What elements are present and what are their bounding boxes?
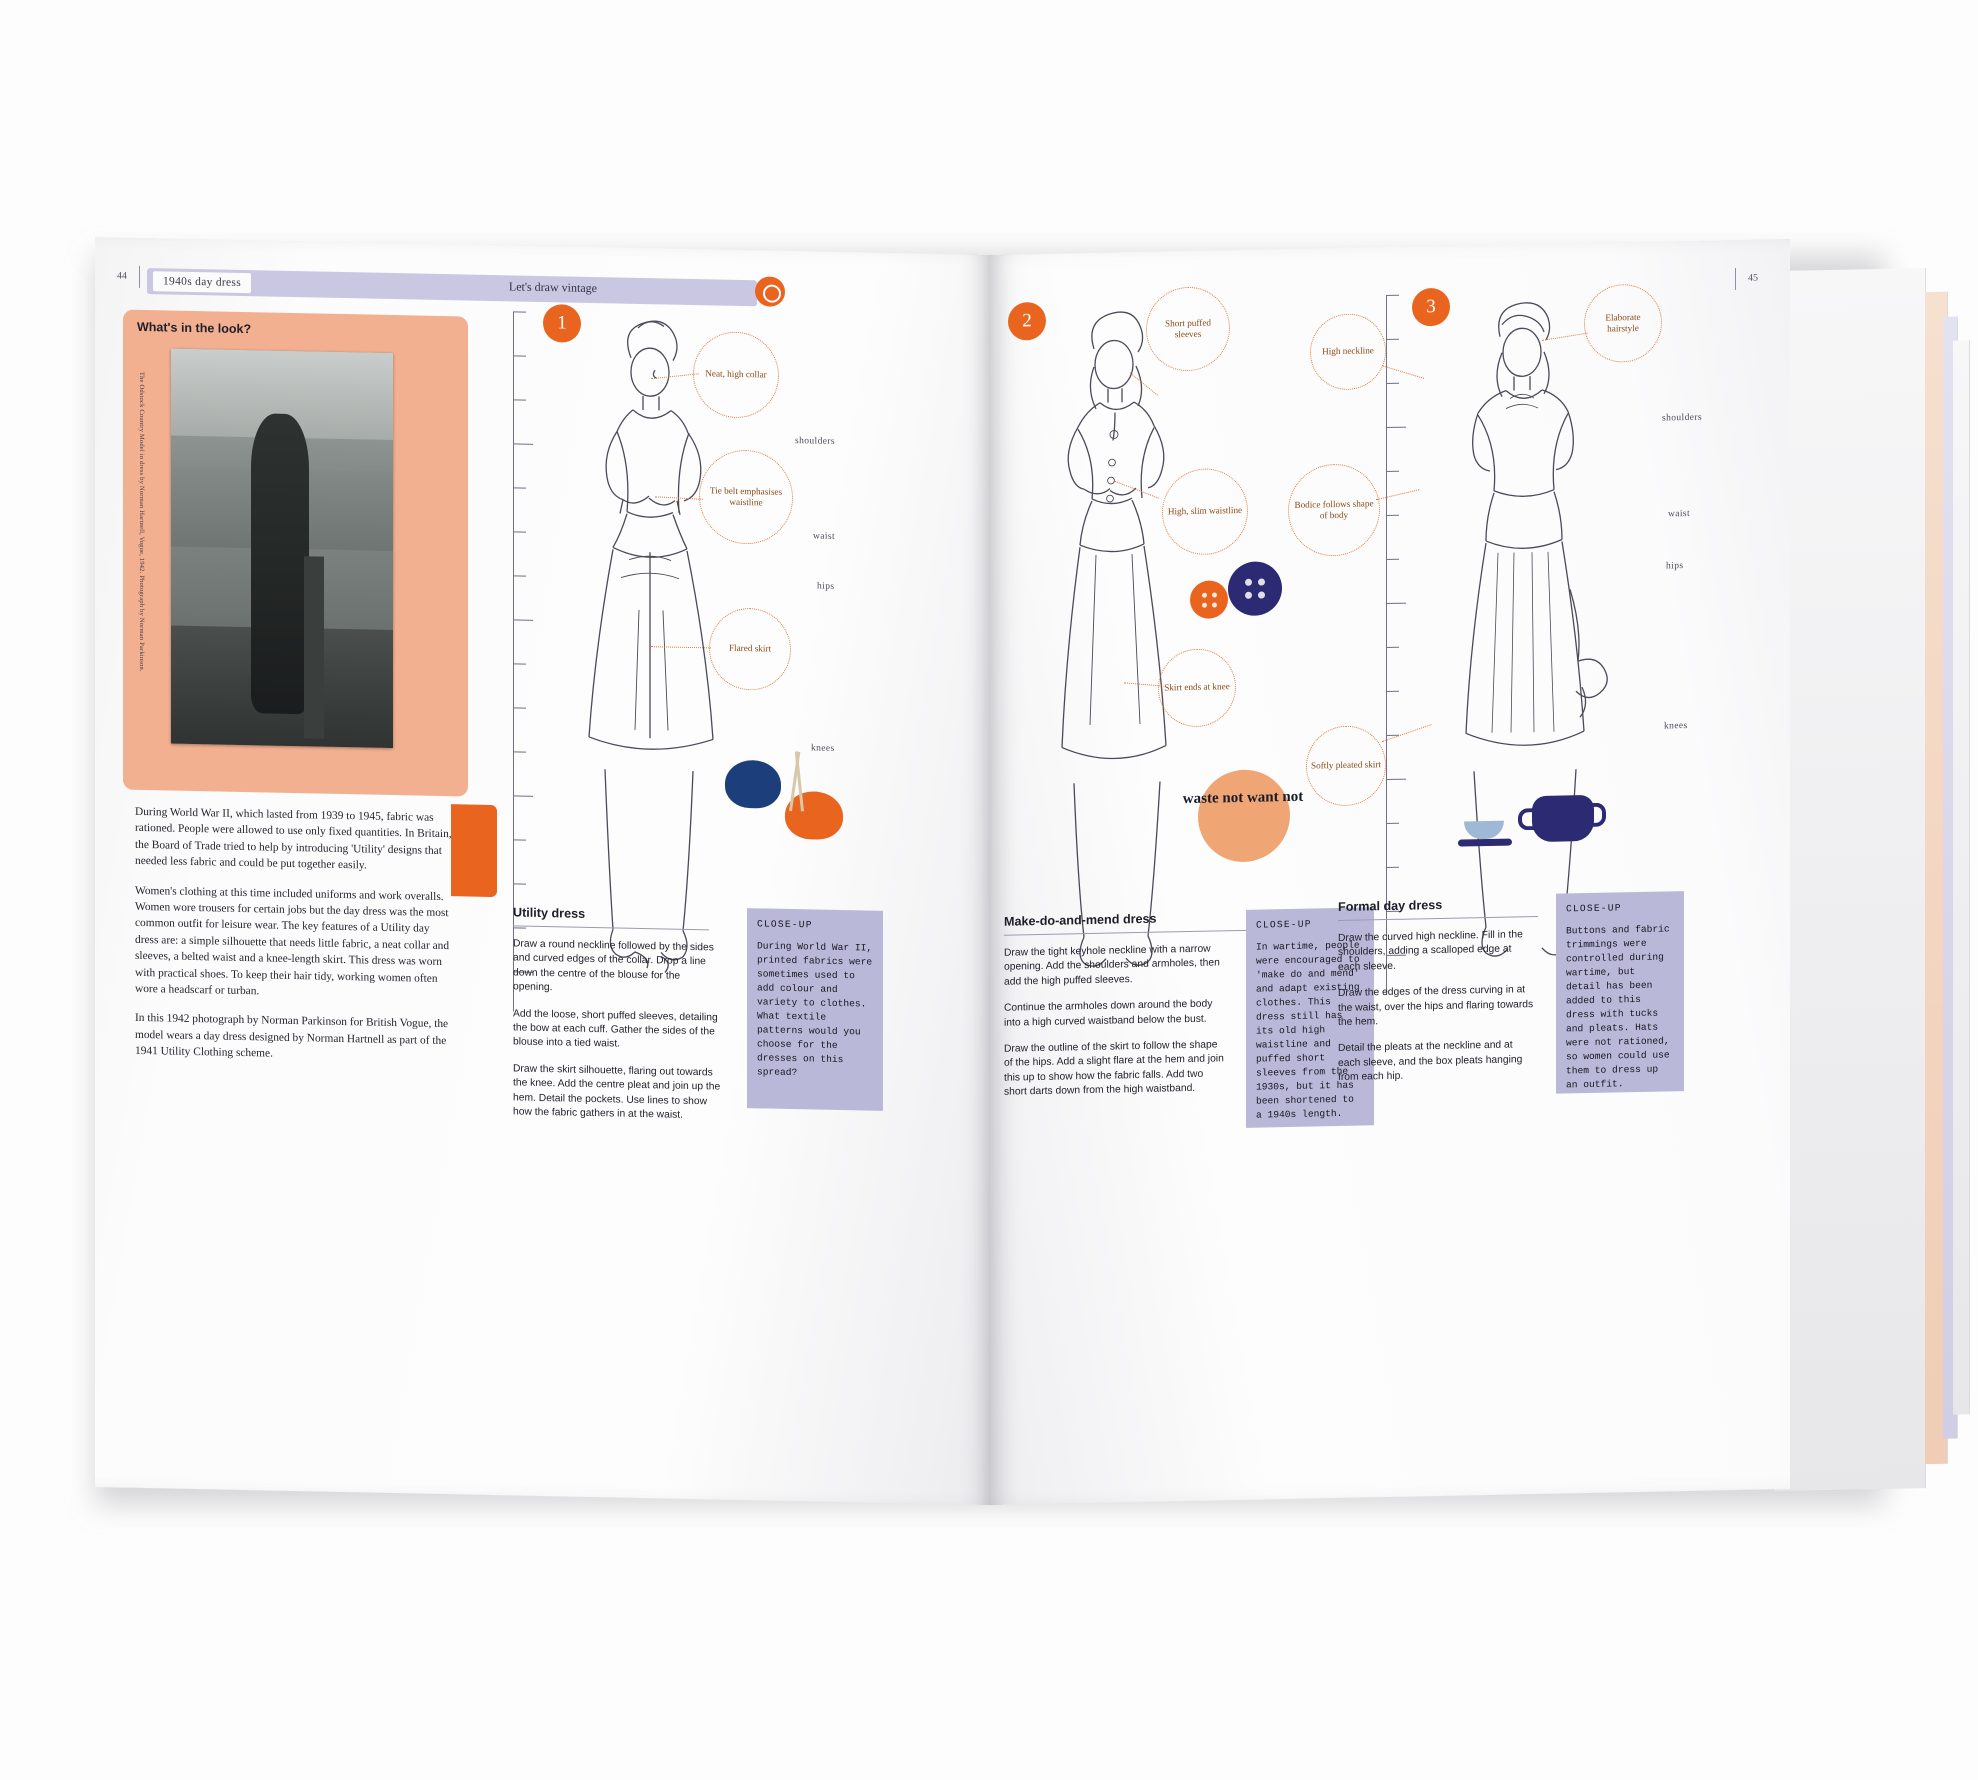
callout-high-neckline: High neckline	[1310, 313, 1386, 391]
intro-paragraph-2: Women's clothing at this time included uniforms and work overalls. Women wore trousers for certain jobs but the day dress was the most common outfit for leisure wear. The key features of a Utility day dress are: a simple silhouette that needs little fabric, a neat collar and sleeves, a belted waist and a knee-length skirt. This dress was worn with practical shoes. To keep their hair tidy, working women often wore a headscarf or turban.	[135, 884, 450, 998]
left-page-header-band	[147, 268, 757, 306]
folio-rule-left	[139, 266, 140, 288]
step-number-2: 2	[1008, 302, 1046, 341]
folio-left: 44	[117, 270, 127, 282]
callout-bodice: Bodice follows shape of body	[1288, 463, 1380, 557]
callout-collar: Neat, high collar	[693, 331, 779, 419]
step-text: Draw the curved high neckline. Fill in the shoulders, adding a scalloped edge at each sleeve.	[1338, 929, 1523, 973]
formal-day-dress-steps	[1338, 928, 1534, 1098]
ruler-label-shoulders-left: shoulders	[795, 436, 836, 447]
book-running-title: Let's draw vintage	[508, 279, 597, 296]
utility-dress-steps	[513, 937, 721, 1136]
intro-paragraph-1: During World War II, which lasted from 1939 to 1945, fabric was rationed. People were allowed to use only fixed quantities. In Britain, the Board of Trade tried to help by introducing 'Utility' designs that needed less fabric and could be put together easily.	[135, 805, 452, 872]
callout-tie-belt: Tie belt emphasises waistline	[699, 449, 793, 545]
make-do-mend-heading: Make-do-and-mend dress	[1004, 911, 1157, 929]
page-stack	[1775, 267, 1975, 1491]
whats-in-the-look-panel	[123, 310, 468, 797]
step-text: Draw the outline of the skirt to follow the shape of the hips. Add a slight flare at the hem and join this up to show how the fabric falls. Add two short darts down from the high waistband.	[1004, 1039, 1224, 1098]
step-text: Draw the skirt silhouette, flaring out towards the knee. Add the centre pleat and join up the hem. Detail the pockets. Use lines to show how the fabric gathers in at the waist.	[513, 1063, 721, 1121]
waste-not-slogan: waste not want not	[1182, 788, 1304, 808]
yarn-ball-navy	[725, 760, 781, 809]
photo-credit: The Odstock Country Model in dress by Norman Hartnell, Vogue, 1942. Photograph by Norman Parkinson.	[138, 371, 145, 672]
formal-day-dress-heading: Formal day dress	[1338, 897, 1443, 915]
step-text: Continue the armholes down around the body into a high curved waistband below the bust.	[1004, 998, 1213, 1029]
callout-flared-skirt: Flared skirt	[709, 607, 791, 691]
orange-page-tab	[451, 804, 497, 897]
ruler-label-waist-right: waist	[1668, 508, 1691, 520]
badge-icon	[755, 276, 785, 307]
ruler-label-knees-right: knees	[1664, 720, 1688, 732]
intro-text	[135, 804, 455, 1079]
step-text: Draw the tight keyhole neckline with a narrow opening. Add the shoulders and armholes, then add the high puffed sleeves.	[1004, 943, 1220, 988]
step-number-3: 3	[1412, 288, 1450, 327]
callout-waistline: High, slim waistline	[1162, 468, 1248, 556]
dress-illustration-3	[1410, 288, 1640, 993]
folio-right: 45	[1748, 272, 1758, 284]
waste-not-badge	[1198, 769, 1290, 863]
make-do-mend-steps	[1004, 942, 1226, 1112]
ruler-label-waist-left: waist	[813, 531, 836, 542]
ruler-label-hips-right: hips	[1666, 561, 1684, 572]
intro-paragraph-3: In this 1942 photograph by Norman Parkinson for British Vogue, the model wears a day dress designed by Norman Hartnell as part of the 1941 Utility Clothing scheme.	[135, 1012, 449, 1060]
teapot-decoration	[1532, 795, 1594, 842]
folio-rule-right	[1735, 268, 1736, 290]
step-text: Draw the edges of the dress curving in at the waist, over the hips and flaring towards the hem.	[1338, 984, 1534, 1029]
closeup-box-step3	[1556, 891, 1684, 1094]
closeup-text: During World War II, printed fabrics were sometimes used to add colour and variety to clothes. What textile patterns would you choose for the dresses on this spread?	[757, 940, 873, 1079]
ruler-label-shoulders-right: shoulders	[1662, 412, 1703, 424]
saucer-decoration	[1458, 839, 1512, 847]
left-page	[95, 237, 990, 1505]
archive-photograph	[171, 349, 393, 748]
closeup-text: Buttons and fabric trimmings were controlled during wartime, but detail has been added to this dress with tucks and pleats. Hats were not rationed, so women could use them to dress up an outfit.	[1566, 923, 1670, 1091]
utility-dress-heading: Utility dress	[513, 905, 586, 921]
step-number-1: 1	[543, 304, 581, 343]
step-text: Detail the pleats at the neckline and at each sleeve, and the box pleats hanging from each hip.	[1338, 1039, 1523, 1084]
callout-puffed-sleeves: Short puffed sleeves	[1146, 286, 1230, 372]
closeup-label: CLOSE-UP	[757, 918, 813, 931]
closeup-label: CLOSE-UP	[1566, 902, 1622, 915]
closeup-label: CLOSE-UP	[1256, 918, 1312, 931]
closeup-text: In wartime, people were encouraged to 'make do and mend' and adapt existing clothes. This dress still has its old high waistline and puffed short sleeves from the 1930s, but it has been shortened to a 1940s length.	[1256, 939, 1360, 1121]
right-page	[990, 239, 1790, 1505]
callout-skirt-knee: Skirt ends at knee	[1158, 648, 1236, 728]
figure-ruler-right	[1386, 295, 1387, 995]
stack-sheet-edge	[1953, 340, 1970, 1414]
callout-pleated-skirt: Softly pleated skirt	[1306, 725, 1386, 807]
navy-button-decoration	[1228, 561, 1282, 616]
open-book	[95, 255, 1885, 1505]
look-panel-title: What's in the look?	[137, 319, 252, 337]
closeup-box-left	[747, 908, 883, 1111]
ruler-label-hips-left: hips	[817, 581, 835, 592]
ruler-label-knees-left: knees	[811, 743, 835, 754]
step-text: Draw a round neckline followed by the sides and curved edges of the collar. Drop a line down the centre of the blouse for the opening.	[513, 938, 714, 994]
callout-hairstyle: Elaborate hairstyle	[1584, 284, 1662, 364]
chapter-label: 1940s day dress	[153, 271, 251, 293]
step-text: Add the loose, short puffed sleeves, detailing the bow at each cuff. Gather the sides of the blouse into a tied waist.	[513, 1008, 718, 1051]
stack-sheet	[1775, 268, 1926, 1491]
